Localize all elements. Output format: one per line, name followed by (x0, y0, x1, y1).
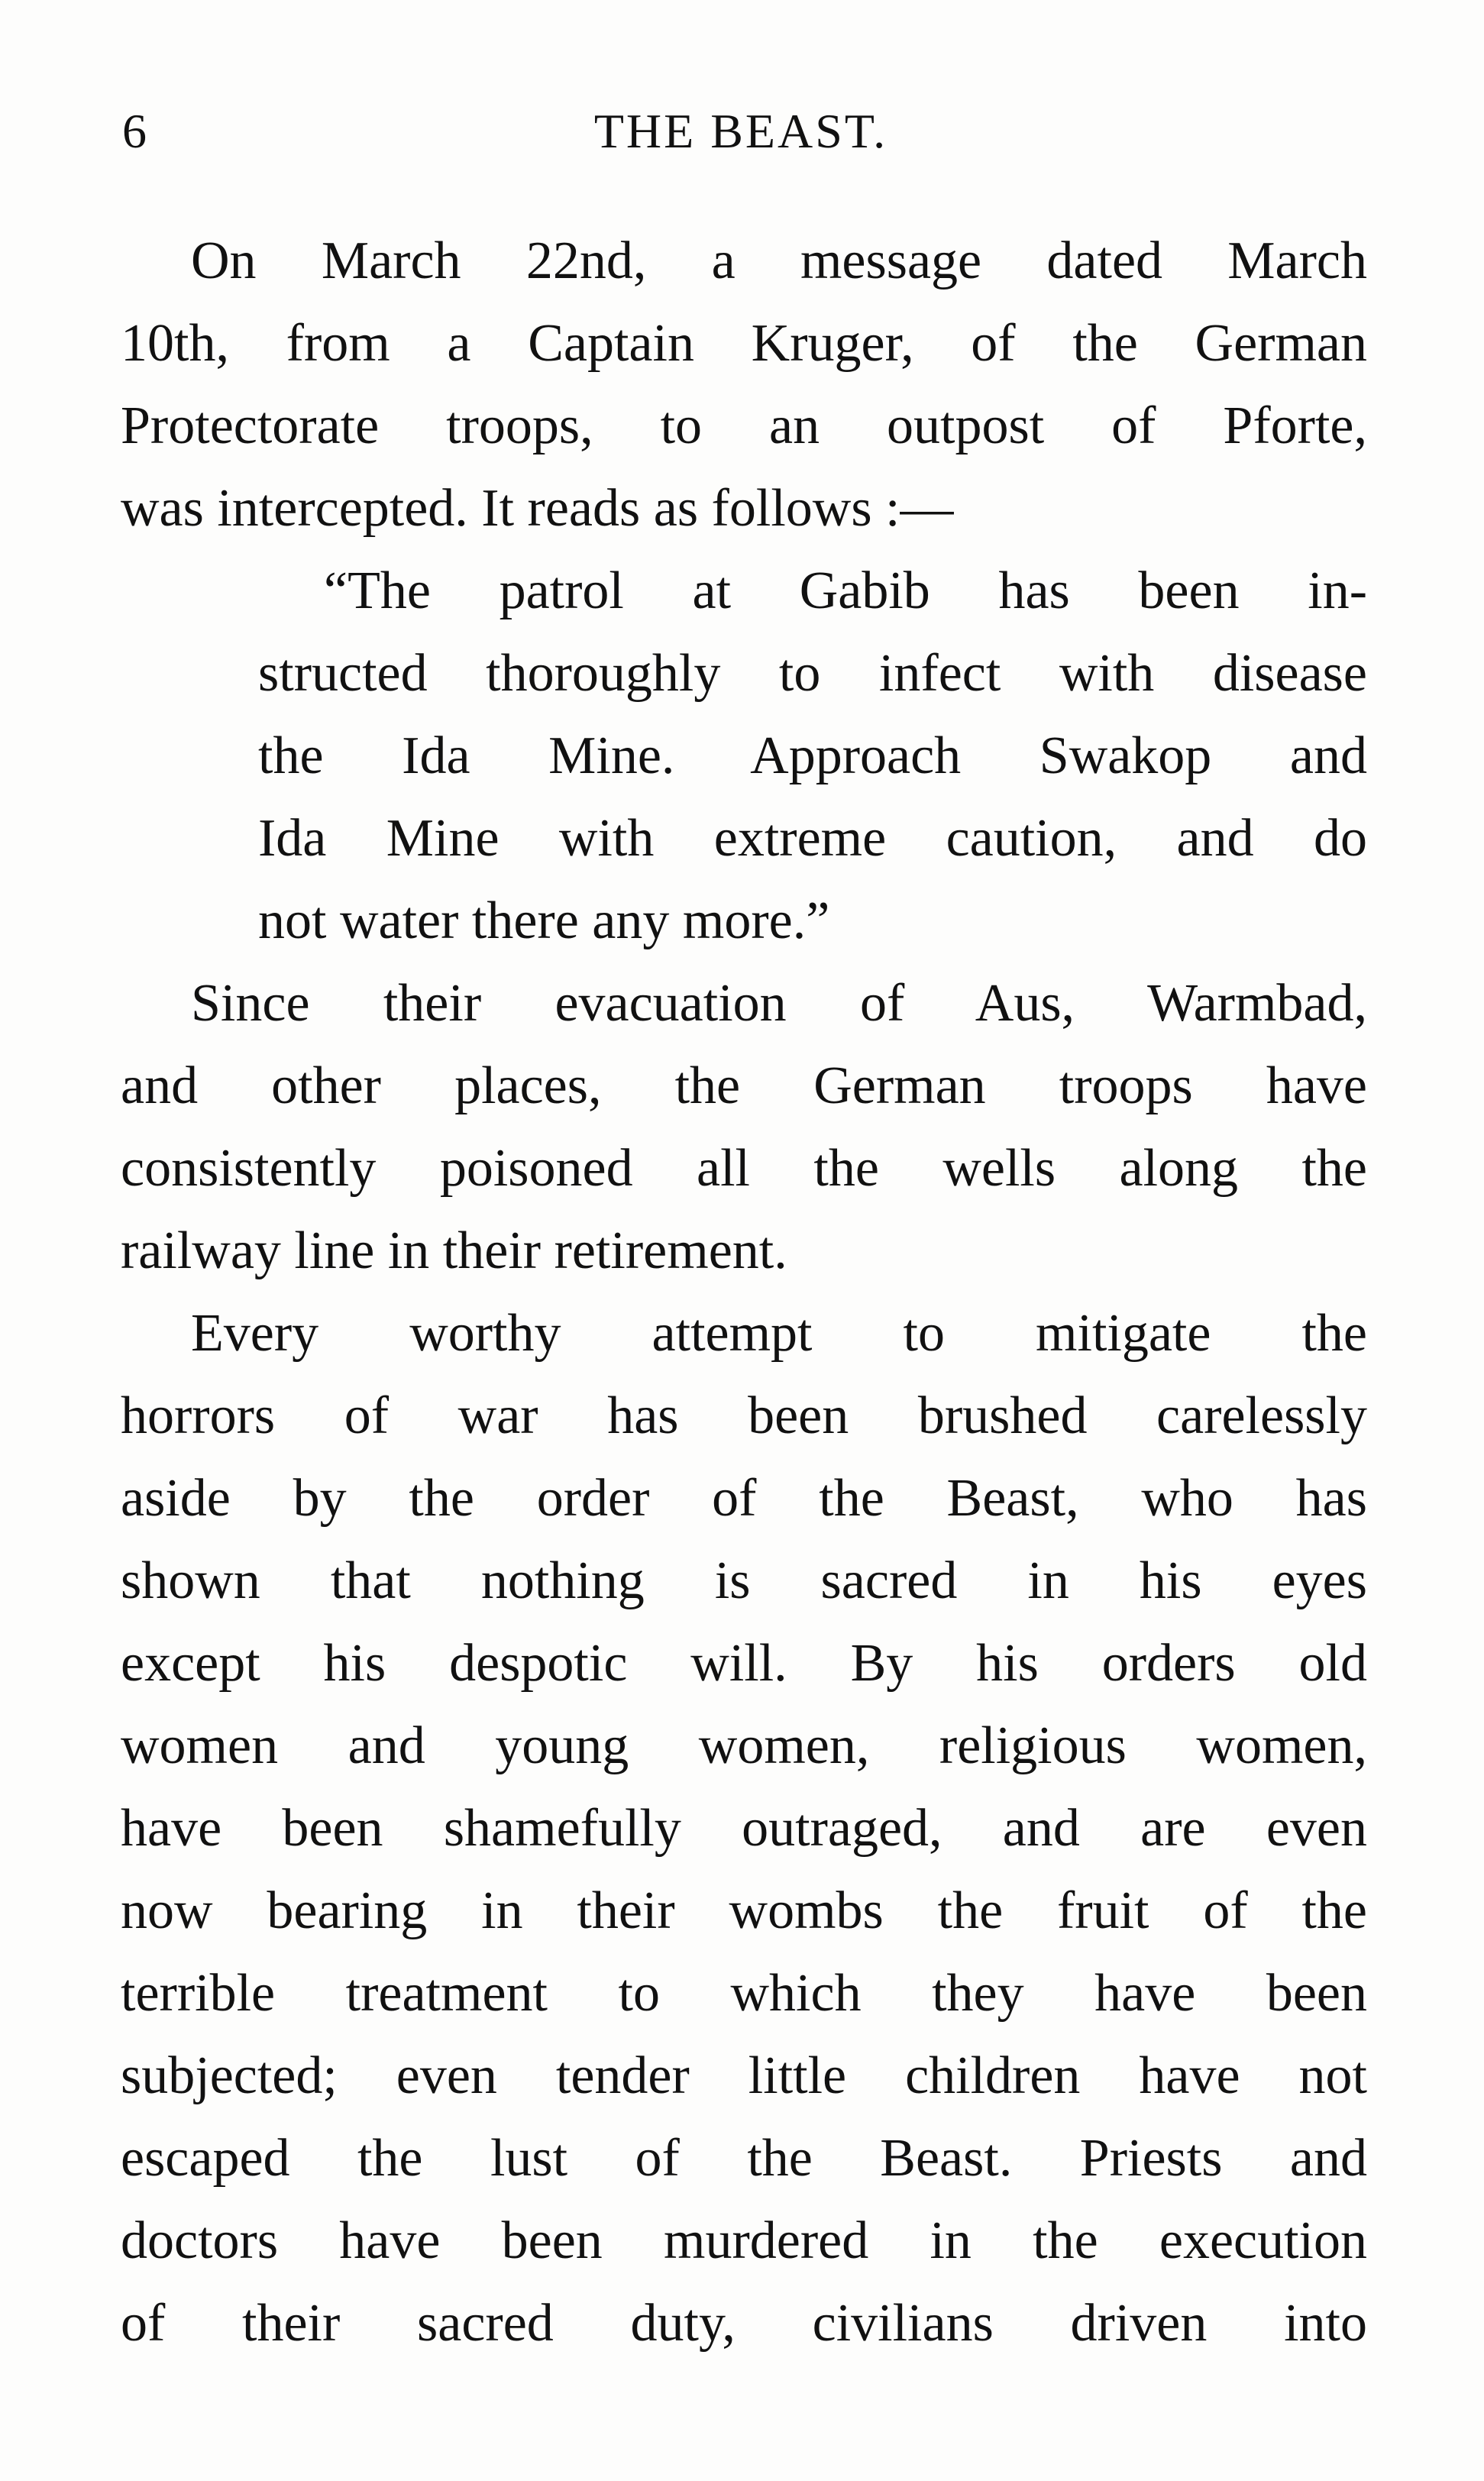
text-line: horrors of war has been brushed carelessly (121, 1386, 1367, 1445)
text-line: was intercepted. It reads as follows :— (121, 479, 954, 538)
text-line: shown that nothing is sacred in his eyes (121, 1551, 1367, 1610)
text-line: except his despotic will. By his orders old (121, 1634, 1367, 1693)
quote-line: the Ida Mine. Approach Swakop and (258, 726, 1367, 785)
text-line: 10th, from a Captain Kruger, of the German (121, 314, 1367, 373)
text-line: consistently poisoned all the wells along the (121, 1139, 1367, 1198)
text-line: women and young women, religious women, (121, 1716, 1367, 1775)
quote-line: structed thoroughly to infect with disease (258, 644, 1367, 703)
running-title: THE BEAST. (593, 104, 888, 158)
page-header (115, 103, 1367, 164)
quote-line: Ida Mine with extreme caution, and do (258, 809, 1367, 868)
text-line: railway line in their retirement. (121, 1221, 787, 1280)
text-line: escaped the lust of the Beast. Priests and (121, 2129, 1367, 2188)
quote-line: “The patrol at Gabib has been in- (324, 561, 1367, 620)
text-line: of their sacred duty, civilians driven into (121, 2294, 1367, 2353)
text-line: Since their evacuation of Aus, Warmbad, (191, 974, 1367, 1033)
body-text (121, 220, 1367, 2365)
quote-line: not water there any more.” (258, 891, 830, 950)
text-line: now bearing in their wombs the fruit of the (121, 1881, 1367, 1940)
text-line: and other places, the German troops have (121, 1056, 1367, 1115)
text-line: On March 22nd, a message dated March (191, 231, 1367, 290)
text-line: terrible treatment to which they have been (121, 1964, 1367, 2023)
text-line: subjected; even tender little children have not (121, 2046, 1367, 2105)
text-line: doctors have been murdered in the execution (121, 2211, 1367, 2270)
page-number: 6 (122, 104, 149, 158)
text-line: aside by the order of the Beast, who has (121, 1469, 1367, 1528)
text-line: Every worthy attempt to mitigate the (191, 1304, 1367, 1363)
text-line: have been shamefully outraged, and are even (121, 1799, 1367, 1858)
text-line: Protectorate troops, to an outpost of Pforte, (121, 396, 1367, 455)
